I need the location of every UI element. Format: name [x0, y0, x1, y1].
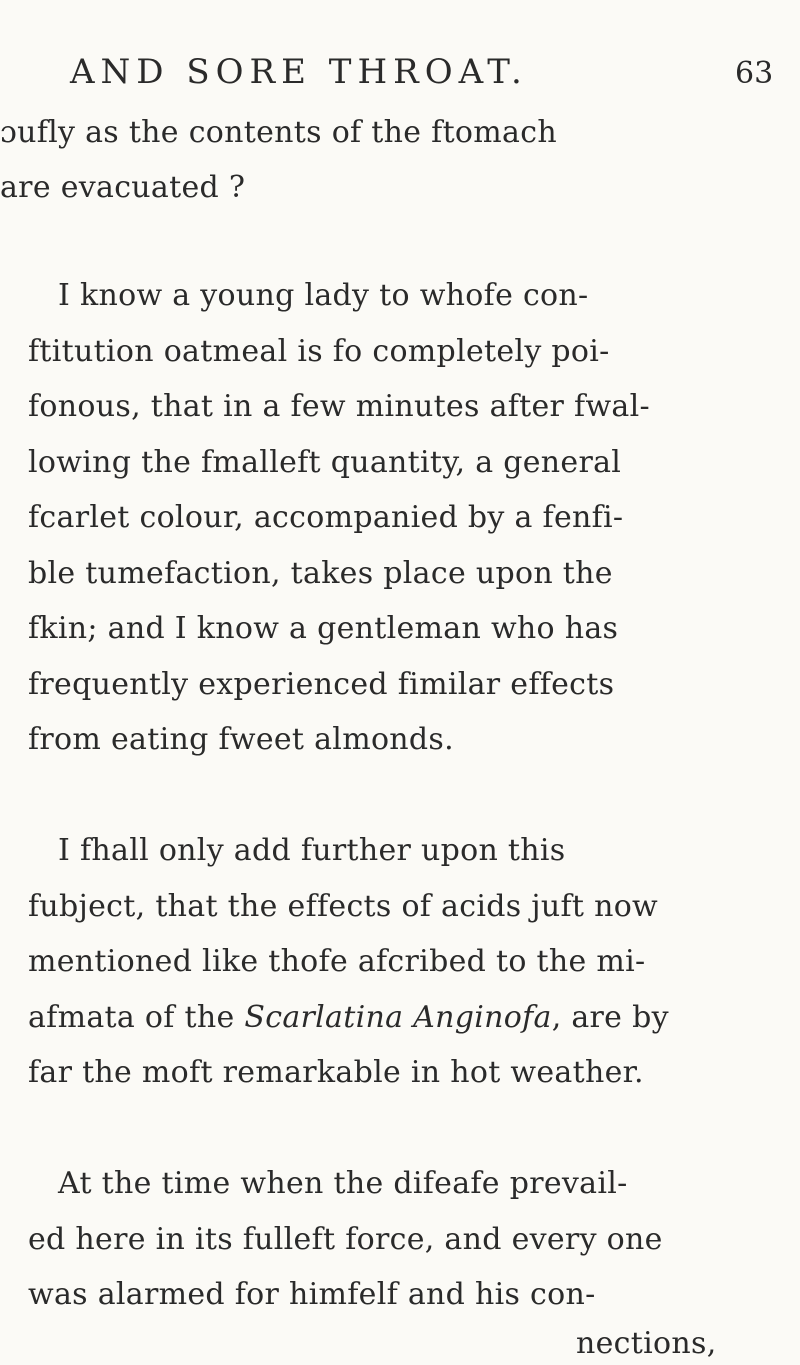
- text-line: far the moft remarkable in hot weather.: [28, 1055, 644, 1090]
- text-line: from eating fweet almonds.: [28, 722, 454, 757]
- text-line: fkin; and I know a gentleman who has: [28, 611, 619, 646]
- text-line: I fhall only add further upon this: [58, 833, 566, 868]
- text-line: ed here in its fulleft force, and every one: [28, 1222, 663, 1257]
- text-line: mentioned like thofe afcribed to the mi-: [28, 944, 646, 979]
- page-number: 63: [735, 56, 774, 91]
- text-line: ftitution oatmeal is fo completely poi-: [28, 334, 610, 369]
- text-line: are evacuated ?: [0, 170, 246, 205]
- text-line: was alarmed for himfelf and his con-: [28, 1277, 596, 1312]
- text-segment: afmata of the: [28, 1000, 245, 1035]
- text-segment: , are by: [551, 1000, 669, 1035]
- text-line: ɔufly as the contents of the ftomach: [0, 115, 557, 150]
- running-head: AND SORE THROAT.: [70, 52, 528, 92]
- text-line: I know a young lady to whofe con-: [58, 278, 589, 313]
- text-line: frequently experienced fimilar effects: [28, 667, 615, 702]
- text-line: lowing the fmalleft quantity, a general: [28, 445, 622, 480]
- text-line: fubject, that the effects of acids juft now: [28, 889, 659, 924]
- italic-term: Scarlatina Anginofa: [244, 1000, 552, 1035]
- text-line: [28, 1000, 669, 1035]
- catchword: nections,: [576, 1326, 717, 1361]
- text-line: ble tumefaction, takes place upon the: [28, 556, 613, 591]
- text-line: fonous, that in a few minutes after fwal-: [28, 389, 650, 424]
- text-line: At the time when the difeafe prevail-: [58, 1166, 628, 1201]
- text-line: fcarlet colour, accompanied by a fenfi-: [28, 500, 624, 535]
